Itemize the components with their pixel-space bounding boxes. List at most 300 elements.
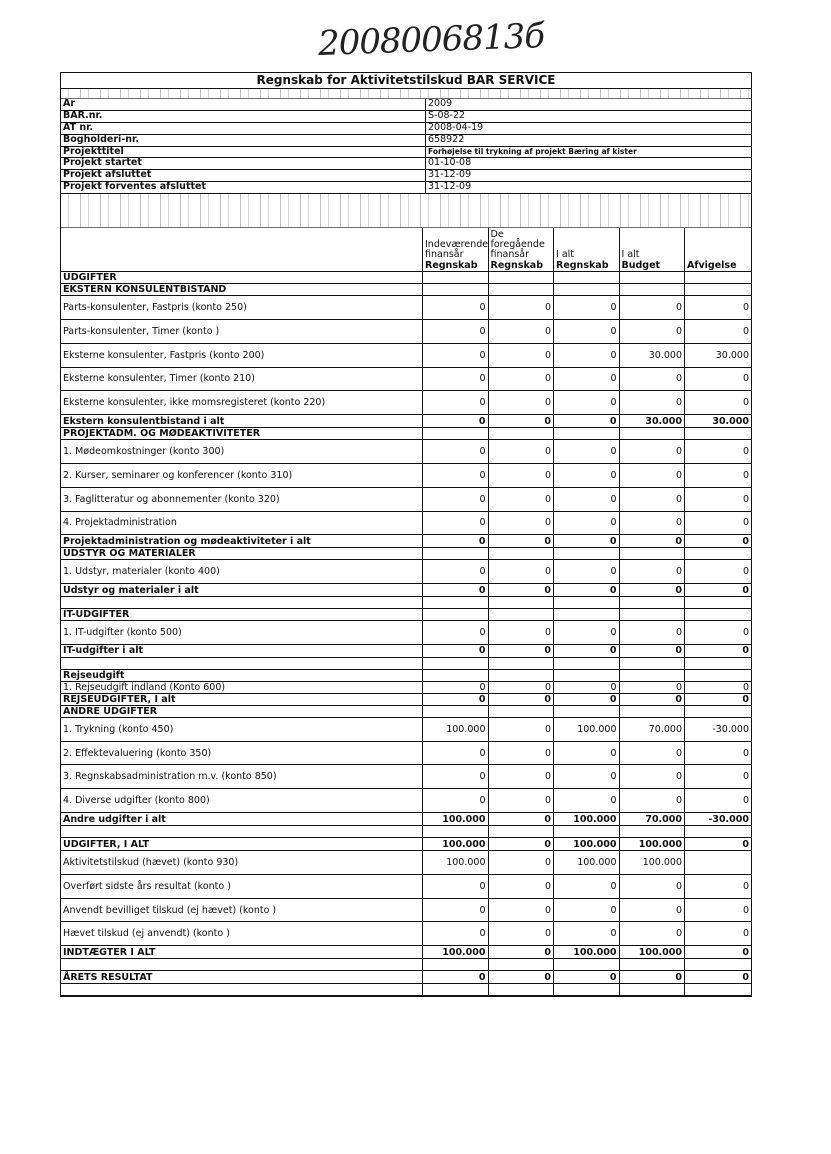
table-row xyxy=(61,272,751,284)
row-label: Anvendt bevilliget tilskud (ej hævet) (konto ) xyxy=(61,899,423,922)
info-row xyxy=(61,123,751,135)
row-value xyxy=(685,984,751,995)
row-value: 0 xyxy=(489,946,555,958)
row-value: 0 xyxy=(489,584,555,596)
row-value: 100.000 xyxy=(554,718,620,741)
row-label: Parts-konsulenter, Fastpris (konto 250) xyxy=(61,296,423,319)
row-label: UDGIFTER, I ALT xyxy=(61,838,423,850)
row-label xyxy=(61,597,423,608)
row-label: UDGIFTER xyxy=(61,272,423,283)
row-value xyxy=(489,272,555,283)
row-value: 0 xyxy=(423,440,489,463)
row-value: 0 xyxy=(423,742,489,765)
row-value: 0 xyxy=(742,880,749,892)
table-row xyxy=(61,464,751,488)
row-value: 0 xyxy=(554,645,620,657)
row-value: 0 xyxy=(554,512,620,535)
row-value xyxy=(423,428,489,439)
row-value: 0 xyxy=(620,899,686,922)
table-row xyxy=(61,682,751,694)
table-row xyxy=(61,959,751,971)
info-value: 01-10-08 xyxy=(428,158,472,169)
row-value: 0 xyxy=(554,789,620,812)
row-label: Rejseudgift xyxy=(61,670,423,681)
row-value: 0 xyxy=(620,560,686,583)
row-value: 100.000 xyxy=(554,813,620,825)
table-row xyxy=(61,922,751,946)
row-value: 0 xyxy=(554,535,620,547)
row-value: 0 xyxy=(554,464,620,487)
row-value: 0 xyxy=(742,446,749,457)
table-row xyxy=(61,368,751,392)
row-value: 0 xyxy=(423,789,489,812)
row-value: 0 xyxy=(620,535,686,547)
info-value: 658922 xyxy=(428,134,465,145)
row-value: 0 xyxy=(423,922,489,945)
row-value: 0 xyxy=(742,325,749,337)
row-value: 0 xyxy=(742,493,749,505)
col-subhead: Regnskab xyxy=(554,260,620,271)
row-value xyxy=(620,706,686,717)
table-row xyxy=(61,284,751,296)
table-row xyxy=(61,535,751,548)
row-label: Parts-konsulenter, Timer (konto ) xyxy=(61,320,423,343)
row-value: 0 xyxy=(489,488,555,511)
row-value: 0 xyxy=(423,391,489,414)
table-row xyxy=(61,658,751,670)
ledger-rows xyxy=(61,272,751,996)
row-value: 0 xyxy=(489,320,555,343)
row-value: 0 xyxy=(554,765,620,788)
row-value xyxy=(554,984,620,995)
info-label: Projekt forventes afsluttet xyxy=(61,182,426,193)
row-value xyxy=(620,548,686,559)
table-row xyxy=(61,391,751,415)
row-value: 0 xyxy=(742,693,749,705)
row-label: 1. Udstyr, materialer (konto 400) xyxy=(61,560,423,583)
accounting-sheet xyxy=(60,72,752,997)
row-value: 0 xyxy=(620,922,686,945)
row-value: 0 xyxy=(489,645,555,657)
table-row xyxy=(61,488,751,512)
info-label: AT nr. xyxy=(61,123,426,134)
table-row xyxy=(61,826,751,838)
row-value xyxy=(620,609,686,620)
table-row xyxy=(61,609,751,621)
row-value: 30.000 xyxy=(715,349,749,361)
table-row xyxy=(61,440,751,464)
info-label: Bogholderi-nr. xyxy=(61,135,426,146)
row-value xyxy=(620,670,686,681)
col-subhead: Budget xyxy=(620,260,686,271)
row-value xyxy=(423,548,489,559)
row-value xyxy=(554,272,620,283)
row-label: 2. Effektevaluering (konto 350) xyxy=(61,742,423,765)
row-value: 0 xyxy=(489,464,555,487)
row-value xyxy=(554,609,620,620)
row-value: 100.000 xyxy=(423,851,489,874)
table-row xyxy=(61,875,751,899)
row-label: 1. Rejseudgift indland (Konto 600) xyxy=(61,682,423,693)
row-value xyxy=(489,658,555,669)
table-row xyxy=(61,296,751,320)
row-value: 0 xyxy=(554,621,620,644)
row-value xyxy=(685,548,751,559)
row-label xyxy=(61,826,423,837)
row-value: 0 xyxy=(620,765,686,788)
row-value: 0 xyxy=(423,765,489,788)
row-value: 0 xyxy=(489,899,555,922)
row-value xyxy=(423,826,489,837)
row-value: 0 xyxy=(620,971,686,983)
table-row xyxy=(61,851,751,875)
row-value: 100.000 xyxy=(620,946,686,958)
row-value: 0 xyxy=(620,391,686,414)
project-info xyxy=(61,99,751,194)
table-row xyxy=(61,621,751,645)
row-label xyxy=(61,658,423,669)
row-label: ÅRETS RESULTAT xyxy=(61,971,423,983)
row-value: 0 xyxy=(620,512,686,535)
row-value: 0 xyxy=(423,512,489,535)
row-label xyxy=(61,984,423,995)
table-row xyxy=(61,789,751,813)
row-label: Ekstern konsulentbistand i alt xyxy=(61,415,423,427)
row-value: 0 xyxy=(423,875,489,898)
row-value: 0 xyxy=(620,368,686,391)
info-value: 2008-04-19 xyxy=(428,122,484,133)
row-value: 0 xyxy=(554,682,620,693)
row-value xyxy=(489,548,555,559)
row-value: 0 xyxy=(620,320,686,343)
table-row xyxy=(61,742,751,766)
row-value: 0 xyxy=(489,971,555,983)
row-label: Eksterne konsulenter, Fastpris (konto 200) xyxy=(61,344,423,367)
info-label: År xyxy=(61,99,426,110)
row-value: 0 xyxy=(554,742,620,765)
row-label: ANDRE UDGIFTER xyxy=(61,706,423,717)
col-head: I alt xyxy=(554,228,620,260)
row-value: 0 xyxy=(554,875,620,898)
table-row xyxy=(61,584,751,597)
row-value xyxy=(554,826,620,837)
row-value: 0 xyxy=(489,789,555,812)
row-value: 0 xyxy=(489,296,555,319)
info-label: Projekttitel xyxy=(61,147,426,158)
table-row xyxy=(61,645,751,658)
row-value xyxy=(620,984,686,995)
table-row xyxy=(61,718,751,742)
row-value: 0 xyxy=(423,584,489,596)
row-value: 100.000 xyxy=(423,946,489,958)
row-value: 0 xyxy=(742,626,749,638)
row-value: 0 xyxy=(620,645,686,657)
row-value: 0 xyxy=(620,488,686,511)
row-label: Overført sidste års resultat (konto ) xyxy=(61,875,423,898)
row-value: 0 xyxy=(742,928,749,940)
row-value xyxy=(489,609,555,620)
table-row xyxy=(61,694,751,706)
row-value: 0 xyxy=(620,682,686,693)
row-value: 0 xyxy=(423,694,489,705)
table-row xyxy=(61,320,751,344)
row-value xyxy=(423,597,489,608)
row-value: 0 xyxy=(554,584,620,596)
row-label: INDTÆGTER I ALT xyxy=(61,946,423,958)
info-row xyxy=(61,158,751,170)
row-value xyxy=(685,284,751,295)
row-label: 1. Trykning (konto 450) xyxy=(61,718,423,741)
row-value: 0 xyxy=(554,440,620,463)
row-value: 0 xyxy=(742,302,749,314)
row-value xyxy=(554,597,620,608)
row-value xyxy=(554,284,620,295)
row-value: 0 xyxy=(489,440,555,463)
info-value: 31-12-09 xyxy=(428,170,472,181)
row-value xyxy=(489,284,555,295)
row-value: 0 xyxy=(554,391,620,414)
row-value: 0 xyxy=(554,694,620,705)
table-row xyxy=(61,984,751,996)
info-value: 31-12-09 xyxy=(428,182,472,193)
table-row xyxy=(61,899,751,923)
row-value xyxy=(423,284,489,295)
table-row xyxy=(61,813,751,826)
row-value: 0 xyxy=(620,694,686,705)
row-value: 0 xyxy=(423,344,489,367)
row-label: 1. Mødeomkostninger (konto 300) xyxy=(61,440,423,463)
table-row xyxy=(61,512,751,536)
row-value xyxy=(685,670,751,681)
row-value: 0 xyxy=(554,922,620,945)
row-value xyxy=(554,706,620,717)
col-subhead: Afvigelse xyxy=(687,260,737,272)
row-label: 3. Faglitteratur og abonnementer (konto 320) xyxy=(61,488,423,511)
row-value: 0 xyxy=(620,296,686,319)
row-value xyxy=(554,670,620,681)
row-value xyxy=(489,706,555,717)
table-row xyxy=(61,344,751,368)
row-label: 4. Projektadministration xyxy=(61,512,423,535)
table-row xyxy=(61,560,751,584)
row-value: 0 xyxy=(489,682,555,693)
row-value xyxy=(620,826,686,837)
col-subhead: Regnskab xyxy=(423,260,489,271)
row-value: 0 xyxy=(554,899,620,922)
table-row xyxy=(61,971,751,984)
column-header-bottom xyxy=(61,260,751,272)
row-value: 0 xyxy=(489,875,555,898)
row-label: REJSEUDGIFTER, I alt xyxy=(61,694,423,705)
row-label: Andre udgifter i alt xyxy=(61,813,423,825)
row-value: 0 xyxy=(489,813,555,825)
row-value: 0 xyxy=(742,971,749,983)
row-label: 3. Regnskabsadministration m.v. (konto 850) xyxy=(61,765,423,788)
row-value: 0 xyxy=(554,344,620,367)
table-row xyxy=(61,597,751,609)
row-value: 0 xyxy=(423,682,489,693)
row-label: Eksterne konsulenter, ikke momsregisteret (konto 220) xyxy=(61,391,423,414)
row-value: 0 xyxy=(742,535,749,547)
row-value: 0 xyxy=(489,535,555,547)
row-value: 100.000 xyxy=(554,851,620,874)
row-value: 0 xyxy=(742,397,749,409)
row-value: 0 xyxy=(423,488,489,511)
handwritten-id: 2008006813б xyxy=(317,16,545,64)
row-value xyxy=(685,706,751,717)
row-value: 100.000 xyxy=(423,718,489,741)
row-value: 100.000 xyxy=(620,851,686,874)
table-row xyxy=(61,548,751,560)
scan-noise-band xyxy=(61,89,751,99)
column-header-top xyxy=(61,228,751,260)
row-label: IT-udgifter i alt xyxy=(61,645,423,657)
row-value xyxy=(423,609,489,620)
row-value: 0 xyxy=(554,368,620,391)
table-row xyxy=(61,838,751,851)
row-value: 0 xyxy=(742,904,749,916)
row-value xyxy=(489,670,555,681)
row-value: 0 xyxy=(423,464,489,487)
row-value: 100.000 xyxy=(423,813,489,825)
row-value: 0 xyxy=(423,560,489,583)
row-value xyxy=(685,272,751,283)
row-value: 0 xyxy=(742,645,749,657)
table-row xyxy=(61,706,751,718)
row-label: EKSTERN KONSULENTBISTAND xyxy=(61,284,423,295)
info-value: Forhøjelse til trykning af projekt Bæring af kister xyxy=(428,146,637,156)
row-value: 30.000 xyxy=(712,415,749,427)
row-value: 0 xyxy=(554,320,620,343)
row-value: 0 xyxy=(489,765,555,788)
row-value: 0 xyxy=(554,488,620,511)
row-value xyxy=(489,826,555,837)
row-value: 0 xyxy=(489,560,555,583)
row-value: 70.000 xyxy=(620,718,686,741)
col-head: Indeværende finansår xyxy=(423,228,489,260)
row-value xyxy=(423,670,489,681)
table-row xyxy=(61,428,751,440)
row-value xyxy=(423,984,489,995)
row-value xyxy=(685,428,751,439)
row-value xyxy=(423,272,489,283)
row-value xyxy=(620,272,686,283)
row-value xyxy=(685,658,751,669)
row-label: IT-UDGIFTER xyxy=(61,609,423,620)
row-value: 0 xyxy=(620,584,686,596)
info-row xyxy=(61,170,751,182)
row-value: 0 xyxy=(423,415,489,427)
row-value xyxy=(685,609,751,620)
row-value: 0 xyxy=(742,946,749,958)
col-head xyxy=(685,228,751,260)
row-value xyxy=(620,959,686,970)
row-value xyxy=(620,284,686,295)
sheet-title: Regnskab for Aktivitetstilskud BAR SERVICE xyxy=(61,73,751,89)
col-subhead: Regnskab xyxy=(489,260,555,271)
row-label: 4. Diverse udgifter (konto 800) xyxy=(61,789,423,812)
row-value: 100.000 xyxy=(620,838,686,850)
row-value: 0 xyxy=(489,368,555,391)
row-value: -30.000 xyxy=(708,813,749,825)
info-row xyxy=(61,182,751,194)
row-value: 0 xyxy=(554,296,620,319)
row-value xyxy=(620,428,686,439)
row-value: 0 xyxy=(742,838,749,850)
row-value: 0 xyxy=(489,851,555,874)
row-label: Aktivitetstilskud (hævet) (konto 930) xyxy=(61,851,423,874)
row-value: 0 xyxy=(620,742,686,765)
info-row xyxy=(61,147,751,159)
row-value: 0 xyxy=(620,464,686,487)
row-value: 0 xyxy=(489,718,555,741)
row-value xyxy=(554,959,620,970)
row-value xyxy=(554,548,620,559)
row-value: 0 xyxy=(489,838,555,850)
row-label: UDSTYR OG MATERIALER xyxy=(61,548,423,559)
row-value: 0 xyxy=(489,391,555,414)
row-value: 0 xyxy=(620,875,686,898)
row-value: 0 xyxy=(620,440,686,463)
row-label: Hævet tilskud (ej anvendt) (konto ) xyxy=(61,922,423,945)
row-value: 0 xyxy=(620,789,686,812)
row-value: 0 xyxy=(742,584,749,596)
row-value: 0 xyxy=(489,922,555,945)
row-value: 100.000 xyxy=(554,838,620,850)
row-value xyxy=(685,959,751,970)
info-label: Projekt startet xyxy=(61,158,426,169)
row-value xyxy=(554,428,620,439)
row-value xyxy=(489,428,555,439)
row-value: 0 xyxy=(423,971,489,983)
row-value xyxy=(489,597,555,608)
row-value xyxy=(685,851,751,874)
row-value: 0 xyxy=(742,469,749,481)
row-value: 0 xyxy=(423,320,489,343)
row-value: 0 xyxy=(423,296,489,319)
row-label xyxy=(61,959,423,970)
row-label: Udstyr og materialer i alt xyxy=(61,584,423,596)
info-value: 2009 xyxy=(428,99,453,109)
row-value: 0 xyxy=(489,344,555,367)
row-value: 0 xyxy=(423,899,489,922)
row-value: 0 xyxy=(489,621,555,644)
row-value: 0 xyxy=(423,645,489,657)
row-value: 0 xyxy=(489,512,555,535)
info-value: S-08-22 xyxy=(428,110,466,121)
scan-noise-band xyxy=(61,194,751,228)
row-value: 100.000 xyxy=(423,838,489,850)
row-value: 0 xyxy=(620,621,686,644)
row-value xyxy=(620,658,686,669)
row-label: PROJEKTADM. OG MØDEAKTIVITETER xyxy=(61,428,423,439)
row-value: 30.000 xyxy=(620,344,686,367)
info-label: Projekt afsluttet xyxy=(61,170,426,181)
row-value xyxy=(423,959,489,970)
row-value: 0 xyxy=(423,368,489,391)
row-value: 0 xyxy=(489,415,555,427)
row-label: 1. IT-udgifter (konto 500) xyxy=(61,621,423,644)
row-value: 0 xyxy=(554,971,620,983)
row-value xyxy=(685,826,751,837)
row-value: 0 xyxy=(489,694,555,705)
row-value xyxy=(620,597,686,608)
info-label: BAR.nr. xyxy=(61,111,426,122)
row-value: 30.000 xyxy=(620,415,686,427)
table-row xyxy=(61,765,751,789)
row-value: 0 xyxy=(742,747,749,759)
row-value: 0 xyxy=(742,771,749,783)
